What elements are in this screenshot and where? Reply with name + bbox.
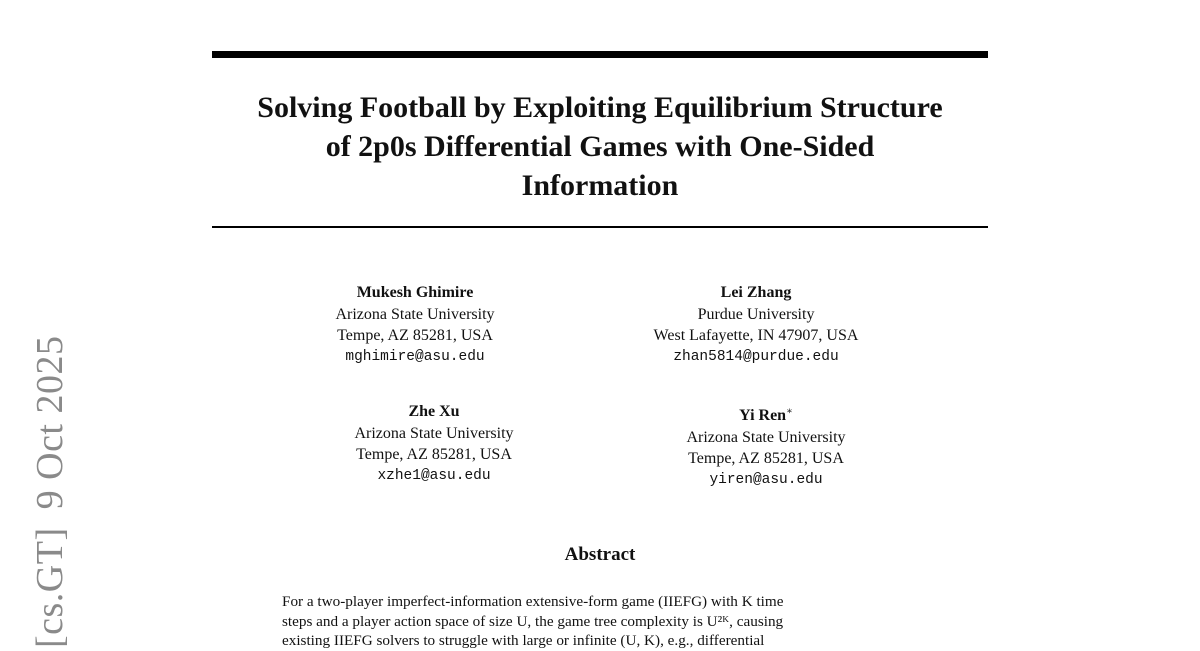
author-block	[284, 401, 584, 487]
author-name: Zhe Xu	[408, 403, 460, 420]
author-name: Yi Ren	[739, 407, 787, 424]
author-block	[616, 401, 916, 491]
author-block	[606, 282, 906, 368]
abstract-body	[282, 592, 918, 651]
title-line-3: Information	[521, 169, 679, 202]
title-line-2: of 2p0s Differential Games with One-Sided	[325, 130, 875, 163]
arxiv-date: 9 Oct 2025	[29, 335, 71, 510]
paper-title	[212, 88, 988, 205]
author-address: Tempe, AZ 85281, USA	[688, 450, 844, 467]
author-block	[265, 282, 565, 368]
author-email[interactable]: mghimire@asu.edu	[345, 348, 485, 365]
title-bottom-rule	[212, 226, 988, 228]
author-affiliation: Arizona State University	[354, 424, 514, 442]
author-name-line	[616, 401, 916, 427]
abstract-line-2: steps and a player action space of size U, the game tree complexity is U²ᴷ, causing	[282, 612, 784, 630]
abstract-heading: Abstract	[564, 544, 636, 565]
author-affiliation: Arizona State University	[335, 305, 495, 323]
author-email[interactable]: xzhe1@asu.edu	[377, 467, 491, 484]
arxiv-category: [cs.GT]	[29, 527, 71, 648]
author-address: Tempe, AZ 85281, USA	[337, 327, 493, 344]
author-name: Mukesh Ghimire	[356, 284, 474, 301]
arxiv-side-stamp	[30, 336, 70, 649]
author-email[interactable]: zhan5814@purdue.edu	[673, 348, 839, 365]
author-email[interactable]: yiren@asu.edu	[709, 471, 823, 488]
abstract-line-3: existing IIEFG solvers to struggle with large or infinite (U, K), e.g., differential	[282, 632, 765, 649]
title-line-1: Solving Football by Exploiting Equilibrium Structure	[257, 91, 943, 124]
abstract-line-1: For a two-player imperfect-information extensive-form game (IIEFG) with K time	[282, 593, 784, 610]
author-address: Tempe, AZ 85281, USA	[356, 446, 512, 463]
corresponding-author-mark: ∗	[786, 406, 793, 417]
author-affiliation: Purdue University	[697, 305, 815, 323]
title-top-rule	[212, 51, 988, 58]
author-name: Lei Zhang	[720, 284, 792, 301]
author-affiliation: Arizona State University	[686, 428, 846, 446]
author-address: West Lafayette, IN 47907, USA	[653, 327, 859, 344]
